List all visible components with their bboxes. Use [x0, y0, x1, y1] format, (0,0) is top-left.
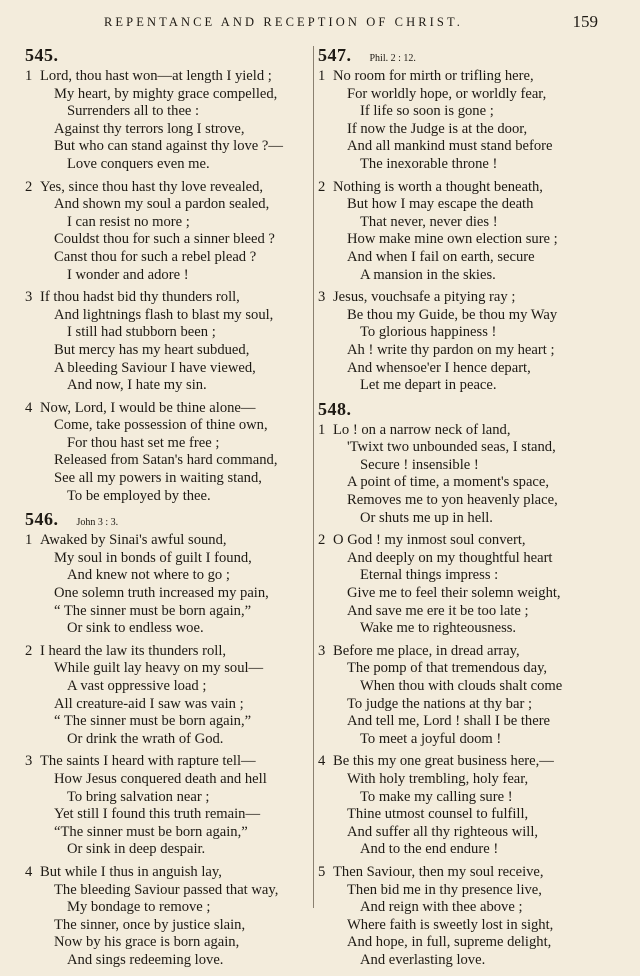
stanza: [25, 400, 315, 506]
verse-line: And sings redeeming love.: [67, 951, 224, 968]
verse-line: Awaked by Sinai's awful sound,: [40, 532, 227, 549]
verse-line: I heard the law its thunders roll,: [40, 642, 227, 659]
verse-line: Thine utmost counsel to fulfill,: [347, 806, 529, 823]
stanza: [318, 422, 618, 528]
hymn-number: 547.: [318, 45, 352, 65]
stanza-number: 1: [25, 532, 33, 549]
stanza: [318, 753, 618, 859]
verse-line: The bleeding Saviour passed that way,: [54, 881, 279, 898]
verse-line: Released from Satan's hard command,: [54, 452, 278, 469]
verse-line: And hope, in full, supreme delight,: [347, 934, 552, 951]
verse-line: Now by his grace is born again,: [54, 934, 240, 951]
verse-line: And now, I hate my sin.: [67, 377, 207, 394]
verse-line: To meet a joyful doom !: [360, 730, 502, 747]
hymn-number: 546.: [25, 509, 59, 530]
verse-line: Now, Lord, I would be thine alone—: [40, 399, 256, 416]
verse-line: O God ! my inmost soul convert,: [333, 532, 526, 549]
verse-line: But how I may escape the death: [347, 196, 534, 213]
hymn: [25, 47, 315, 505]
verse-line: My heart, by mighty grace compelled,: [54, 85, 278, 102]
stanza: [25, 753, 315, 859]
verse-line: Jesus, vouchsafe a pitying ray ;: [333, 289, 516, 306]
verse-line: And whensoe'er I hence depart,: [347, 359, 531, 376]
hymn-number: 548.: [318, 398, 352, 419]
verse-line: Give me to feel their solemn weight,: [347, 585, 561, 602]
verse-line: To be employed by thee.: [67, 487, 211, 504]
stanza-number: 2: [318, 178, 326, 195]
verse-line: Removes me to yon heavenly place,: [347, 492, 558, 509]
hymn-heading: [318, 398, 618, 422]
verse-line: How Jesus conquered death and hell: [54, 770, 267, 787]
verse-line: The inexorable throne !: [360, 155, 498, 172]
running-title: REPENTANCE AND RECEPTION OF CHRIST.: [104, 15, 464, 29]
verse-line: Wake me to righteousness.: [360, 620, 517, 637]
stanza-number: 3: [25, 753, 33, 770]
stanza-number: 5: [318, 863, 326, 880]
hymn-number: 545.: [25, 45, 59, 65]
verse-line: Lo ! on a narrow neck of land,: [333, 421, 511, 438]
stanza-number: 2: [318, 532, 326, 549]
verse-line: Love conquers even me.: [67, 155, 210, 172]
stanza-number: 4: [25, 399, 33, 416]
stanza: [318, 532, 618, 638]
verse-line: And to the end endure !: [360, 841, 499, 858]
stanza-number: 4: [318, 753, 326, 770]
stanza: [318, 179, 618, 285]
verse-line: If now the Judge is at the door,: [347, 120, 528, 137]
verse-line: While guilt lay heavy on my soul—: [54, 660, 264, 677]
verse-line: For thou hast set me free ;: [67, 434, 220, 451]
left-column: [25, 47, 315, 976]
verse-line: Yet still I found this truth remain—: [54, 806, 261, 823]
verse-line: My bondage to remove ;: [67, 899, 211, 916]
verse-line: Nothing is worth a thought beneath,: [333, 178, 543, 195]
verse-line: If thou hadst bid thy thunders roll,: [40, 289, 240, 306]
verse-line: A vast oppressive load ;: [67, 678, 207, 694]
verse-line: Or sink to endless woe.: [67, 620, 204, 637]
hymn-heading: [25, 47, 315, 68]
verse-line: And reign with thee above ;: [360, 899, 523, 916]
verse-line: Be this my one great business here,—: [333, 753, 554, 770]
verse-line: Let me depart in peace.: [360, 377, 497, 394]
verse-line: But while I thus in anguish lay,: [40, 863, 222, 880]
verse-line: Or sink in deep despair.: [67, 841, 206, 858]
hymn-heading: [25, 511, 315, 532]
stanza-number: 4: [25, 863, 33, 880]
stanza: [318, 643, 618, 749]
stanza: [25, 643, 315, 749]
hymn: [318, 398, 618, 970]
stanza-number: 1: [318, 68, 326, 84]
stanza-number: 3: [25, 289, 33, 306]
stanza: [318, 68, 618, 174]
verse-line: The pomp of that tremendous day,: [347, 660, 548, 677]
verse-line: A point of time, a moment's space,: [347, 474, 550, 491]
stanza-number: 2: [25, 642, 33, 659]
verse-line: Lord, thou hast won—at length I yield ;: [40, 68, 272, 84]
verse-line: And everlasting love.: [360, 951, 486, 968]
stanza: [25, 179, 315, 285]
stanza: [318, 864, 618, 970]
hymn: [25, 511, 315, 969]
verse-line: Couldst thou for such a sinner bleed ?: [54, 231, 275, 248]
verse-line: I can resist no more ;: [67, 213, 190, 230]
verse-line: And deeply on my thoughtful heart: [347, 549, 553, 566]
verse-line: Yes, since thou hast thy love revealed,: [40, 178, 264, 195]
verse-line: And when I fail on earth, secure: [347, 248, 535, 265]
verse-line: Against thy terrors long I strove,: [54, 120, 245, 137]
verse-line: See all my powers in waiting stand,: [54, 470, 262, 487]
verse-line: With holy trembling, holy fear,: [347, 770, 529, 787]
verse-line: And tell me, Lord ! shall I be there: [347, 713, 551, 730]
verse-line: 'Twixt two unbounded seas, I stand,: [347, 439, 556, 456]
verse-line: To judge the nations at thy bar ;: [347, 695, 533, 712]
hymn: [318, 47, 618, 395]
verse-line: “The sinner must be born again,”: [54, 823, 248, 840]
verse-line: But who can stand against thy love ?—: [54, 138, 283, 155]
stanza-number: 1: [25, 68, 33, 84]
verse-line: For worldly hope, or worldly fear,: [347, 85, 547, 102]
verse-line: “ The sinner must be born again,”: [54, 602, 252, 619]
verse-line: Where faith is sweetly lost in sight,: [347, 916, 554, 933]
verse-line: “ The sinner must be born again,”: [54, 713, 252, 730]
verse-line: To glorious happiness !: [360, 324, 497, 341]
verse-line: The saints I heard with rapture tell—: [40, 753, 256, 770]
page-number: 159: [572, 12, 598, 31]
verse-line: That never, never dies !: [360, 213, 498, 230]
verse-line: One solemn truth increased my pain,: [54, 585, 269, 602]
verse-line: Ah ! write thy pardon on my heart ;: [347, 341, 555, 358]
verse-line: And all mankind must stand before: [347, 138, 553, 155]
verse-line: If life so soon is gone ;: [360, 103, 494, 120]
verse-line: And knew not where to go ;: [67, 567, 230, 584]
verse-line: But mercy has my heart subdued,: [54, 341, 250, 358]
stanza: [25, 532, 315, 638]
verse-line: And shown my soul a pardon sealed,: [54, 196, 270, 213]
verse-line: Canst thou for such a rebel plead ?: [54, 248, 257, 265]
verse-line: I wonder and adore !: [67, 266, 189, 283]
verse-line: Be thou my Guide, be thou my Way: [347, 306, 558, 323]
verse-line: And save me ere it be too late ;: [347, 602, 529, 619]
verse-line: A mansion in the skies.: [360, 266, 496, 283]
verse-line: Eternal things impress :: [360, 567, 499, 584]
verse-line: Secure ! insensible !: [360, 456, 479, 473]
stanza: [25, 68, 315, 174]
stanza: [318, 289, 618, 395]
verse-line: Or shuts me up in hell.: [360, 509, 493, 526]
verse-line: Come, take possession of thine own,: [54, 417, 268, 434]
verse-line: I still had stubborn been ;: [67, 324, 216, 341]
verse-line: Then bid me in thy presence live,: [347, 881, 542, 898]
page-header: [0, 13, 640, 33]
stanza: [25, 289, 315, 395]
verse-line: Before me place, in dread array,: [333, 642, 520, 659]
stanza-number: 2: [25, 178, 33, 195]
right-column: [318, 47, 618, 976]
verse-line: A bleeding Saviour I have viewed,: [54, 359, 256, 376]
verse-line: My soul in bonds of guilt I found,: [54, 549, 252, 566]
verse-line: To make my calling sure !: [360, 788, 513, 805]
stanza-number: 1: [318, 421, 326, 438]
verse-line: The sinner, once by justice slain,: [54, 916, 246, 933]
stanza: [25, 864, 315, 970]
verse-line: All creature-aid I saw was vain ;: [54, 695, 244, 712]
verse-line: And lightnings flash to blast my soul,: [54, 306, 274, 323]
verse-line: When thou with clouds shalt come: [360, 678, 563, 694]
hymn-heading: [318, 47, 618, 68]
stanza-number: 3: [318, 642, 326, 659]
verse-line: To bring salvation near ;: [67, 788, 210, 805]
verse-line: No room for mirth or trifling here,: [333, 68, 534, 84]
verse-line: Surrenders all to thee :: [67, 103, 200, 120]
scripture-reference: Phil. 2 : 12.: [369, 53, 416, 64]
verse-line: Then Saviour, then my soul receive,: [333, 863, 544, 880]
verse-line: How make mine own election sure ;: [347, 231, 558, 248]
verse-line: And suffer all thy righteous will,: [347, 823, 539, 840]
scripture-reference: John 3 : 3.: [76, 517, 119, 529]
stanza-number: 3: [318, 289, 326, 306]
verse-line: Or drink the wrath of God.: [67, 730, 224, 747]
